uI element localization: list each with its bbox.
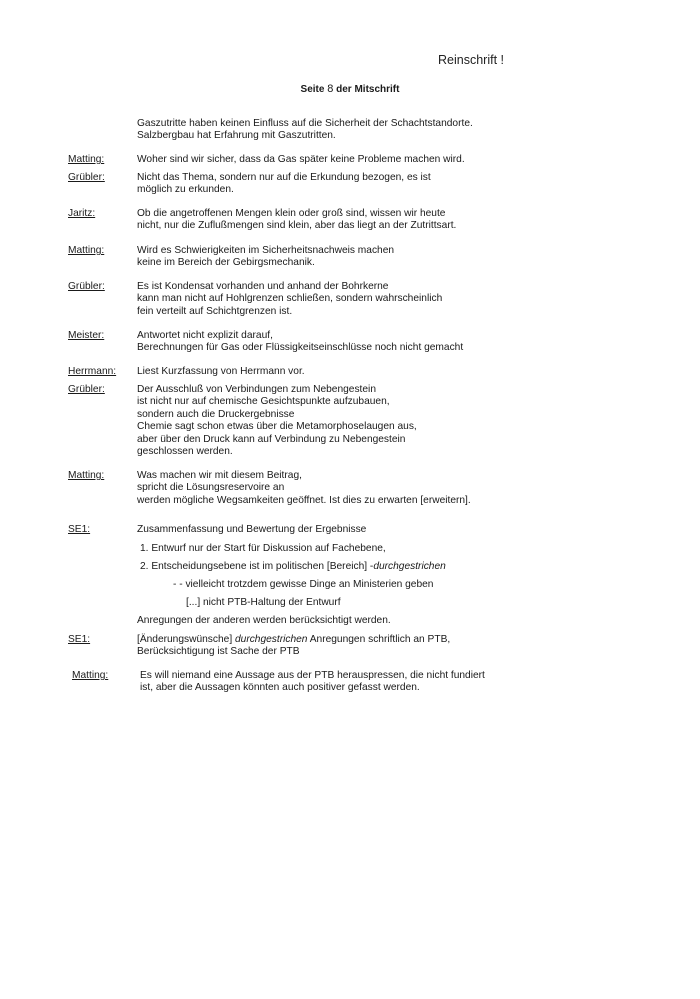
- entry-line: kann man nicht auf Hohlgrenzen schließen, sondern wahrscheinlich: [137, 293, 443, 305]
- list-item-2-text: 2. Entscheidungsebene ist im politischen [Bereich] -: [140, 561, 374, 572]
- title-suffix: der Mitschrift: [336, 84, 400, 95]
- page-title: [0, 83, 700, 95]
- intro-line: Gaszutritte haben keinen Einfluss auf die Sicherheit der Schachtstandorte.: [137, 118, 473, 129]
- title-prefix: Seite: [300, 84, 325, 95]
- entry-line: Liest Kurzfassung von Herrmann vor.: [137, 366, 305, 377]
- header-note: Reinschrift !: [438, 53, 504, 67]
- entry-line: Berücksichtigung ist Sache der PTB: [137, 646, 300, 658]
- entry-line-part: [Änderungswünsche]: [137, 634, 235, 645]
- speaker-name: Matting:: [72, 670, 109, 681]
- entry-line: werden mögliche Wegsamkeiten geöffnet. Ist dies zu erwarten [erweitern].: [137, 494, 471, 506]
- entry-line: Was machen wir mit diesem Beitrag,: [137, 470, 302, 481]
- entry-line: keine im Bereich der Gebirgsmechanik.: [137, 257, 315, 269]
- sub-item-2: [...] nicht PTB-Haltung der Entwurf: [186, 597, 341, 608]
- se1-closing-line: Anregungen der anderen werden berücksichtigt werden.: [137, 615, 391, 626]
- entry-line: ist nicht nur auf chemische Gesichtspunkte aufzubauen,: [137, 396, 390, 408]
- entry-line: fein verteilt auf Schichtgrenzen ist.: [137, 305, 293, 317]
- entry-line: Es ist Kondensat vorhanden und anhand der Bohrkerne: [137, 281, 389, 292]
- speaker-name: SE1:: [68, 524, 91, 535]
- entry-line: Der Ausschluß von Verbindungen zum Nebengestein: [137, 384, 376, 395]
- speaker-name: SE1:: [68, 634, 91, 645]
- entry-line: Chemie sagt schon etwas über die Metamorphoselaugen aus,: [137, 421, 417, 433]
- entry-line: Wird es Schwierigkeiten im Sicherheitsnachweis machen: [137, 245, 395, 256]
- entry-line: ist, aber die Aussagen könnten auch positiver gefasst werden.: [140, 682, 420, 694]
- speaker-name: Herrmann:: [68, 366, 117, 377]
- entry-line: [137, 634, 657, 646]
- entry-line: nicht, nur die Zuflußmengen sind klein, aber das liegt an der Zutrittsart.: [137, 220, 457, 232]
- title-number: 8: [327, 83, 334, 95]
- speaker-name: Grübler:: [68, 172, 105, 183]
- entry-line: geschlossen werden.: [137, 446, 233, 458]
- list-item-2: [137, 561, 657, 573]
- entry-line: Berechnungen für Gas oder Flüssigkeitseinschlüsse noch nicht gemacht: [137, 342, 464, 354]
- se1-heading: Zusammenfassung und Bewertung der Ergebnisse: [137, 524, 367, 535]
- entry-line: Antwortet nicht explizit darauf,: [137, 330, 273, 341]
- entry-line: Nicht das Thema, sondern nur auf die Erkundung bezogen, es ist: [137, 172, 431, 183]
- strikethrough-note: durchgestrichen: [373, 561, 446, 572]
- entry-line: Ob die angetroffenen Mengen klein oder groß sind, wissen wir heute: [137, 208, 446, 219]
- entry-line: spricht die Lösungsreservoire an: [137, 482, 285, 494]
- speaker-name: Matting:: [68, 470, 105, 481]
- entry-line: aber über den Druck kann auf Verbindung zu Nebengestein: [137, 433, 406, 445]
- entry-line: Es will niemand eine Aussage aus der PTB herauspressen, die nicht fundiert: [140, 670, 485, 681]
- speaker-name: Matting:: [68, 245, 105, 256]
- entry-line: sondern auch die Druckergebnisse: [137, 408, 295, 420]
- entry-line: Woher sind wir sicher, dass da Gas später keine Probleme machen wird.: [137, 154, 465, 165]
- entry-line-part: Anregungen schriftlich an PTB,: [307, 634, 451, 645]
- speaker-name: Grübler:: [68, 384, 105, 395]
- entry-line: möglich zu erkunden.: [137, 184, 234, 196]
- speaker-name: Jaritz:: [68, 208, 96, 219]
- sub-item-1: - - vielleicht trotzdem gewisse Dinge an Ministerien geben: [173, 579, 434, 590]
- speaker-name: Matting:: [68, 154, 105, 165]
- speaker-name: Grübler:: [68, 281, 105, 292]
- strikethrough-note: durchgestrichen: [234, 634, 308, 645]
- intro-line: Salzbergbau hat Erfahrung mit Gaszutritten.: [137, 130, 336, 142]
- speaker-name: Meister:: [68, 330, 105, 341]
- list-item-1: 1. Entwurf nur der Start für Diskussion auf Fachebene,: [140, 543, 386, 554]
